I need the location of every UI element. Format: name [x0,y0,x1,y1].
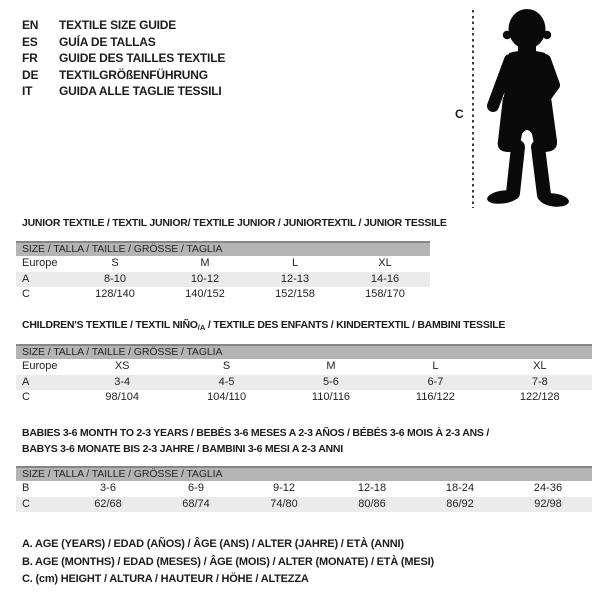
table-cell: 3-4 [114,375,131,388]
row-label: Europe [22,257,58,269]
table-cell: 62/68 [94,497,122,510]
row-label: Europe [22,360,58,372]
table-cell: 3-6 [100,482,116,494]
language-code: EN [22,18,39,33]
row-label: C [22,288,30,300]
table-cell: 24-36 [533,482,563,494]
footnotes [22,536,434,589]
height-measure-label: C [455,107,464,121]
size-header-bar: SIZE / TALLA / TAILLE / GRÖSSE / TAGLIA [16,466,592,481]
size-col: XL [378,257,392,269]
row-label: C [22,391,30,403]
footnote-a: A. AGE (YEARS) / EDAD (AÑOS) / ÂGE (ANS) / ALTER (JAHRE) / ETÀ (ANNI) [22,538,404,550]
language-row [22,67,225,84]
table-cell: 80/86 [358,497,386,510]
language-title: TEXTILE SIZE GUIDE [59,18,177,33]
table-cell: 152/158 [275,288,315,300]
junior-size-table [16,241,430,303]
table-cell: 116/122 [415,391,455,403]
table-cell: 140/152 [185,288,225,300]
row-label: A [22,375,30,388]
language-code: FR [22,51,38,66]
table-cell: 158/170 [365,288,405,300]
language-title: GUIDA ALLE TAGLIE TESSILI [59,84,222,99]
size-header-bar: SIZE / TALLA / TAILLE / GRÖSSE / TAGLIA [16,344,592,359]
title-text: / TEXTILE DES ENFANTS / KINDERTEXTIL / BAMBINI TESSILE [205,319,506,331]
table-cell: 128/140 [95,288,135,300]
children-size-table [16,344,592,406]
footnote-b: B. AGE (MONTHS) / EDAD (MESES) / ÂGE (MOIS) / ALTER (MONATE) / ETÀ (MESI) [22,555,434,568]
height-measure-line [472,10,474,208]
table-cell: 7-8 [531,375,548,388]
table-row-europe [16,256,430,272]
size-col: M [200,257,210,269]
size-col: XS [114,360,130,372]
table-cell: 110/116 [311,391,351,403]
children-section-title [22,319,505,332]
language-code: DE [22,67,39,82]
table-cell: 92/98 [534,497,562,510]
babies-section-title-line1: BABIES 3-6 MONTH TO 2-3 YEARS / BEBÉS 3-6 MESES A 2-3 AÑOS / BÉBÉS 3-6 MOIS À 2-3 ANS / [22,427,490,439]
language-row [22,17,225,34]
size-col: S [111,257,119,269]
table-row-a [16,375,592,391]
table-cell: 8-10 [103,272,127,285]
table-cell: 18-24 [445,482,475,494]
language-title-list [22,17,225,100]
size-col: XL [533,360,547,372]
language-code: IT [22,84,33,99]
table-cell: 68/74 [182,497,210,510]
footnote-c: C. (cm) HEIGHT / ALTURA / HAUTEUR / HÖHE / ALTEZZA [22,573,309,585]
table-cell: 98/104 [105,391,140,403]
language-title: GUIDE DES TAILLES TEXTILE [59,51,226,66]
table-cell: 4-5 [218,375,235,388]
table-row-c [16,390,592,406]
table-cell: 12-18 [357,482,387,494]
table-row-europe [16,359,592,375]
babies-section-title-line2: BABYS 3-6 MONATE BIS 2-3 JAHRE / BAMBINI 3-6 MESI A 2-3 ANNI [22,443,343,455]
junior-section-title: JUNIOR TEXTILE / TEXTIL JUNIOR/ TEXTILE JUNIOR / JUNIORTEXTIL / JUNIOR TESSILE [22,217,447,229]
language-title: GUÍA DE TALLAS [59,34,156,49]
size-col: M [326,360,336,372]
table-row-a [16,272,430,288]
table-row-c [16,287,430,303]
title-text: CHILDREN'S TEXTILE / TEXTIL NIÑO [22,319,198,331]
size-col: S [222,360,231,372]
table-cell: 6-9 [188,482,204,494]
table-row-c [16,497,592,513]
table-cell: 9-12 [272,482,296,494]
table-cell: 5-6 [323,375,339,388]
language-row [22,50,225,67]
table-cell: 122/128 [519,391,560,403]
language-row [22,34,225,51]
title-subscript: /A [197,323,206,332]
language-title: TEXTILGRÖßENFÜHRUNG [59,67,208,82]
table-cell: 86/92 [446,497,474,510]
size-header-bar: SIZE / TALLA / TAILLE / GRÖSSE / TAGLIA [16,241,430,256]
row-label: A [22,272,30,285]
row-label: B [22,482,30,494]
table-cell: 6-7 [427,375,444,388]
table-cell: 104/110 [207,391,247,403]
babies-size-table [16,466,592,512]
language-row [22,83,225,100]
size-col: L [291,257,299,269]
table-cell: 10-12 [190,272,220,285]
table-row-b [16,481,592,497]
table-cell: 14-16 [370,272,400,285]
table-cell: 74/80 [270,497,298,510]
row-label: C [22,497,30,510]
baby-silhouette-icon [479,7,575,207]
size-col: L [432,360,439,372]
language-code: ES [22,34,38,49]
table-cell: 12-13 [280,272,310,285]
